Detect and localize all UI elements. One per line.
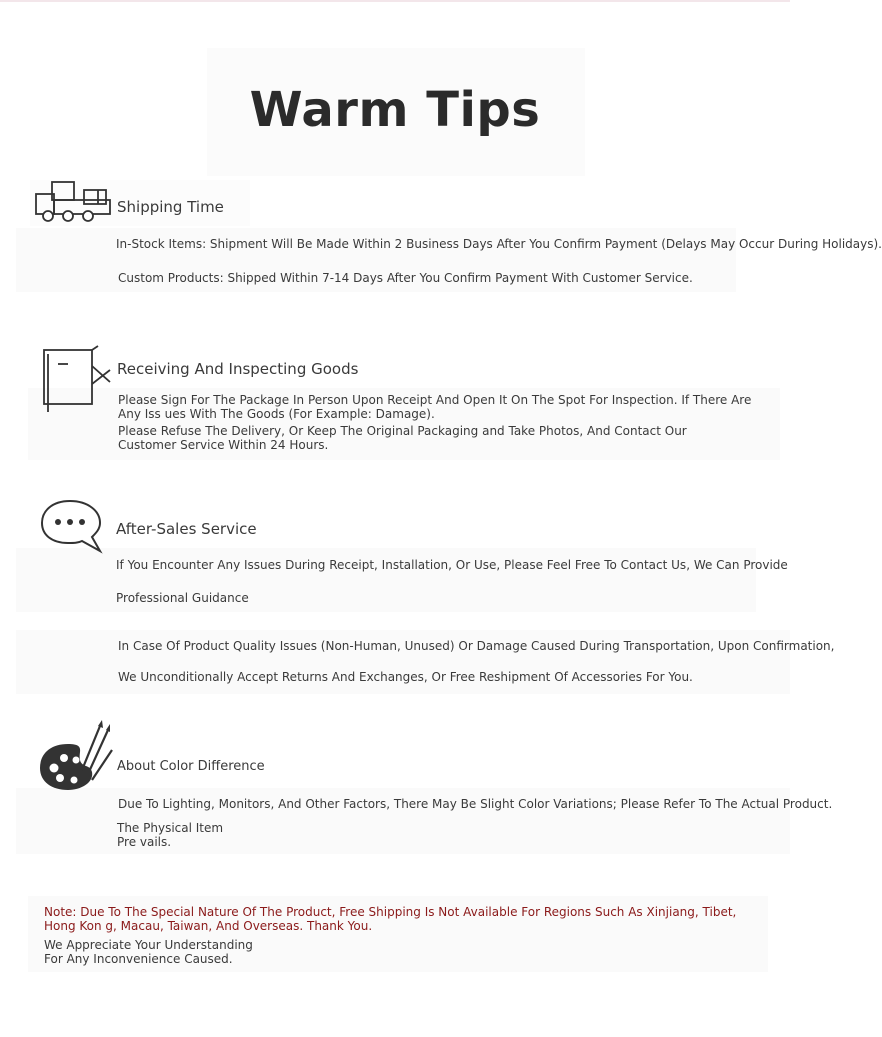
top-divider: [0, 0, 790, 2]
color-heading: About Color Difference: [117, 759, 265, 774]
palette-icon: [38, 720, 114, 792]
after-sales-line-1: If You Encounter Any Issues During Receipt, Installation, Or Use, Please Feel Free To Contact Us, We Can Provide: [116, 558, 788, 572]
after-sales-heading: After-Sales Service: [116, 520, 257, 538]
color-line-1: Due To Lighting, Monitors, And Other Factors, There May Be Slight Color Variations; Please Refer To The Actual Product.: [118, 797, 833, 811]
thanks-text: We Appreciate Your Understanding For Any Inconvenience Caused.: [44, 938, 253, 966]
after-sales-line-4: We Unconditionally Accept Returns And Exchanges, Or Free Reshipment Of Accessories For You.: [118, 670, 693, 684]
after-sales-line-3: In Case Of Product Quality Issues (Non-Human, Unused) Or Damage Caused During Transportation, Upon Confirmation,: [118, 639, 835, 653]
receiving-paragraph-2: Please Refuse The Delivery, Or Keep The Original Packaging and Take Photos, And Contact Our Customer Service Within 24 Hours.: [118, 424, 687, 452]
chat-bubble-icon: [38, 497, 104, 553]
receiving-heading: Receiving And Inspecting Goods: [117, 360, 359, 378]
receiving-paragraph-1: Please Sign For The Package In Person Upon Receipt And Open It On The Spot For Inspection. If There Are Any Iss ues With The Goods (For Example: Damage).: [118, 393, 752, 421]
shipping-heading: Shipping Time: [117, 198, 224, 216]
shipping-restriction-note: Note: Due To The Special Nature Of The Product, Free Shipping Is Not Available For Regions Such As Xinjiang, Tibet, Hong Kon g, Macau, Taiwan, And Overseas. Thank You.: [44, 905, 737, 933]
after-sales-line-2: Professional Guidance: [116, 591, 249, 605]
box-icon: [40, 344, 114, 414]
color-line-2: The Physical Item Pre vails.: [117, 821, 224, 849]
page-title: Warm Tips: [249, 82, 541, 138]
shipping-line-custom: Custom Products: Shipped Within 7-14 Days After You Confirm Payment With Customer Service.: [118, 271, 693, 285]
truck-icon: [34, 178, 114, 226]
shipping-line-instock: In-Stock Items: Shipment Will Be Made Within 2 Business Days After You Confirm Payment (Delays May Occur During Holidays).: [116, 237, 882, 251]
